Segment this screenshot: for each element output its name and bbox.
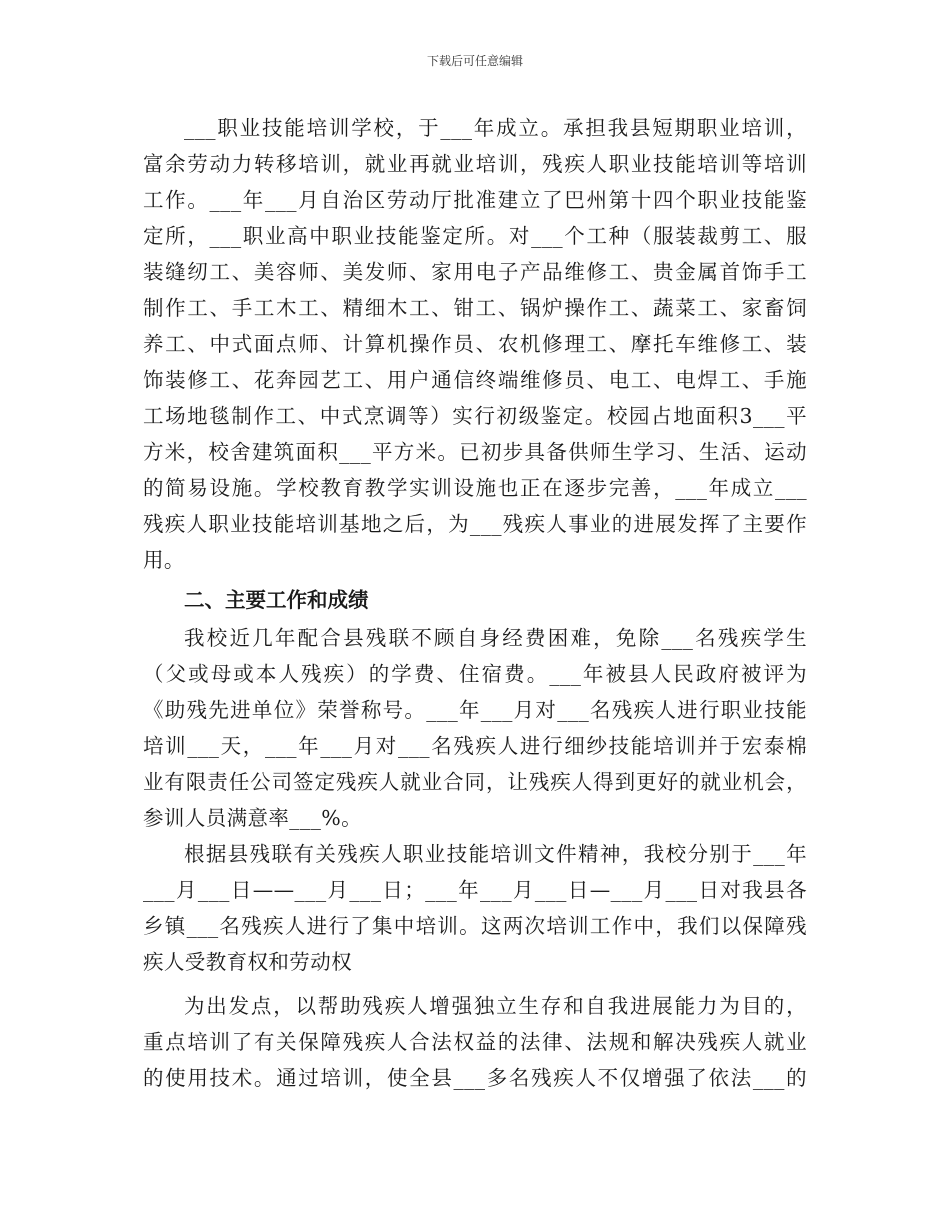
paragraph-line: 残疾人职业技能培训基地之后，为___残疾人事业的进展发挥了主要作 [143,512,807,536]
paragraph-line: 工场地毯制作工、中式烹调等）实行初级鉴定。校园占地面积3___平 [143,404,807,428]
paragraph-line: 业有限责任公司签定残疾人就业合同，让残疾人得到更好的就业机会， [143,770,807,794]
document-body [143,110,807,1096]
paragraph-line: 《助残先进单位》荣誉称号。___年___月对___名残疾人进行职业技能 [143,698,807,722]
paragraph-line: 养工、中式面点师、计算机操作员、农机修理工、摩托车维修工、装 [143,332,807,356]
paragraph-line: ___月___日——___月___日；___年___月___日—___月___日对我县各 [143,878,807,902]
page-header: 下载后可任意编辑 [426,54,523,68]
paragraph-line: 根据县残联有关残疾人职业技能培训文件精神，我校分别于___年 [184,842,807,866]
paragraph-line: 我校近几年配合县残联不顾自身经费困难，免除___名残疾学生 [184,626,807,650]
paragraph-line: 疾人受教育权和劳动权 [143,950,352,974]
paragraph-line: 参训人员满意率___%。 [143,806,363,830]
paragraph-line: 重点培训了有关保障残疾人合法权益的法律、法规和解决残疾人就业 [143,1030,807,1054]
paragraph-line: ___职业技能培训学校，于___年成立。承担我县短期职业培训， [184,116,807,140]
paragraph-line: 乡镇___名残疾人进行了集中培训。这两次培训工作中，我们以保障残 [143,914,807,938]
paragraph-line: （父或母或本人残疾）的学费、住宿费。___年被县人民政府被评为 [143,662,807,686]
paragraph-line: 制作工、手工木工、精细木工、钳工、锅炉操作工、蔬菜工、家畜饲 [143,296,807,320]
section-heading: 二、主要工作和成绩 [184,588,369,612]
paragraph-line: 的使用技术。通过培训，使全县___多名残疾人不仅增强了依法___的 [143,1066,807,1090]
paragraph-line: 为出发点，以帮助残疾人增强独立生存和自我进展能力为目的， [184,994,807,1018]
paragraph-line: 工作。___年___月自治区劳动厅批准建立了巴州第十四个职业技能鉴 [143,188,807,212]
paragraph-line: 用。 [143,548,185,572]
paragraph-line: 饰装修工、花奔园艺工、用户通信终端维修员、电工、电焊工、手施 [143,368,807,392]
paragraph-line: 培训___天，___年___月对___名残疾人进行细纱技能培训并于宏泰棉 [143,734,807,758]
paragraph-line: 方米，校舍建筑面积___平方米。已初步具备供师生学习、生活、运动 [143,440,807,464]
paragraph-line: 装缝纫工、美容师、美发师、家用电子产品维修工、贵金属首饰手工 [143,260,807,284]
paragraph-line: 富余劳动力转移培训，就业再就业培训，残疾人职业技能培训等培训 [143,152,807,176]
paragraph-line: 定所，___职业高中职业技能鉴定所。对___个工种（服装裁剪工、服 [143,224,807,248]
paragraph-line: 的简易设施。学校教育教学实训设施也正在逐步完善，___年成立___ [143,476,807,500]
